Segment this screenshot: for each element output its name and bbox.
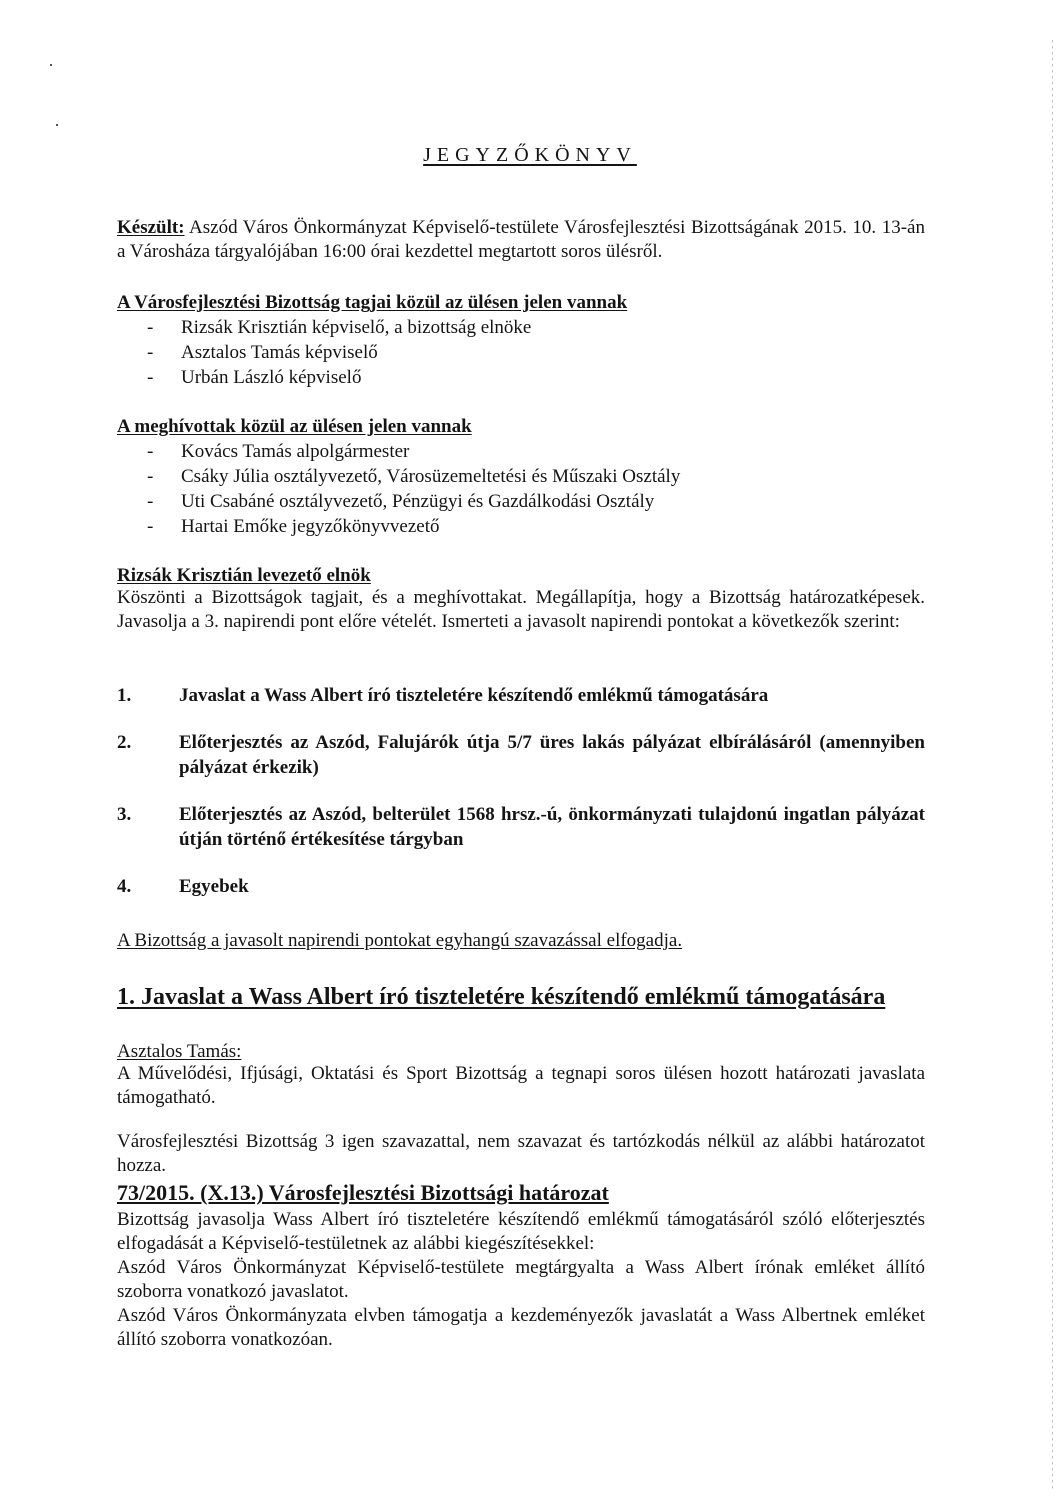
- bullet-dash-icon: -: [147, 466, 154, 487]
- intro-label: Készült:: [117, 217, 185, 238]
- members-list: [117, 315, 531, 390]
- intro-text: Aszód Város Önkormányzat Képviselő-testülete Városfejlesztési Bizottságának 2015. 10. 13-án a Városháza tárgyalójában 16:00 órai kezdettel megtartott soros ülésről.: [117, 217, 925, 262]
- bullet-dash-icon: -: [147, 516, 154, 537]
- scan-edge-artifact: [1052, 40, 1053, 1490]
- document-title: JEGYZŐKÖNYV: [423, 144, 637, 166]
- chair-paragraph: Köszönti a Bizottságok tagjait, és a meghívottakat. Megállapítja, hogy a Bizottság határozatképesek. Javasolja a 3. napirendi pont előre vételét. Ismerteti a javasolt napirendi pontokat a következők szerint:: [117, 587, 925, 632]
- list-item: - Hartai Emőke jegyzőkönyvvezető: [147, 516, 440, 537]
- vote-statement: Városfejlesztési Bizottság 3 igen szavazattal, nem szavazat és tartózkodás nélkül az alábbi határozatot hozza.: [117, 1131, 925, 1176]
- list-item: - Uti Csabáné osztályvezető, Pénzügyi és Gazdálkodási Osztály: [147, 491, 655, 512]
- agenda-item: 3. Előterjesztés az Aszód, belterület 1568 hrsz.-ú, önkormányzati tulajdonú ingatlan pályázat útján történő értékesítése tárgyban: [117, 804, 925, 850]
- list-item: - Csáky Júlia osztályvezető, Városüzemeltetési és Műszaki Osztály: [147, 466, 681, 487]
- invited-heading: A meghívottak közül az ülésen jelen vannak: [117, 416, 472, 437]
- resolution-line: Aszód Város Önkormányzat Képviselő-testülete megtárgyalta a Wass Albert írónak emléket állító szoborra vonatkozó javaslatot.: [117, 1257, 925, 1302]
- list-item: - Rizsák Krisztián képviselő, a bizottság elnöke: [147, 317, 532, 338]
- bullet-dash-icon: -: [147, 317, 154, 338]
- members-heading: A Városfejlesztési Bizottság tagjai közül az ülésen jelen vannak: [117, 292, 628, 313]
- speaker-name: Asztalos Tamás:: [117, 1041, 242, 1062]
- list-item: - Urbán László képviselő: [147, 367, 362, 388]
- resolution-title: 73/2015. (X.13.) Városfejlesztési Bizottsági határozat: [117, 1180, 609, 1205]
- bullet-dash-icon: -: [147, 441, 154, 462]
- chair-heading: Rizsák Krisztián levezető elnök: [117, 565, 371, 586]
- bullet-dash-icon: -: [147, 491, 154, 512]
- scan-speck: [56, 124, 58, 126]
- intro-paragraph: [117, 216, 925, 264]
- agenda-list: [117, 683, 925, 899]
- invited-list: [117, 439, 680, 539]
- resolution-body: [117, 1208, 925, 1352]
- scan-speck: [50, 64, 52, 66]
- resolution-line: Aszód Város Önkormányzata elvben támogatja a kezdeményezők javaslatát a Wass Albertnek emléket állító szoborra vonatkozóan.: [117, 1305, 925, 1350]
- bullet-dash-icon: -: [147, 367, 154, 388]
- section-title: 1. Javaslat a Wass Albert író tiszteletére készítendő emlékmű támogatására: [117, 984, 886, 1010]
- agenda-item: 4. Egyebek: [117, 876, 249, 897]
- bullet-dash-icon: -: [147, 342, 154, 363]
- list-item: - Asztalos Tamás képviselő: [147, 342, 378, 363]
- list-item: - Kovács Tamás alpolgármester: [147, 441, 410, 462]
- agenda-accepted-note: A Bizottság a javasolt napirendi pontokat egyhangú szavazással elfogadja.: [117, 930, 683, 951]
- agenda-item: 2. Előterjesztés az Aszód, Falujárók útja 5/7 üres lakás pályázat elbírálásáról (amennyiben pályázat érkezik): [117, 732, 925, 778]
- speaker-statement: A Művelődési, Ifjúsági, Oktatási és Sport Bizottság a tegnapi soros ülésen hozott határozati javaslata támogatható.: [117, 1063, 925, 1108]
- resolution-line: Bizottság javasolja Wass Albert író tiszteletére készítendő emlékmű támogatásáról szóló előterjesztés elfogadását a Képviselő-testületnek az alábbi kiegészítésekkel:: [117, 1209, 925, 1254]
- agenda-item: 1. Javaslat a Wass Albert író tiszteletére készítendő emlékmű támogatására: [117, 685, 769, 706]
